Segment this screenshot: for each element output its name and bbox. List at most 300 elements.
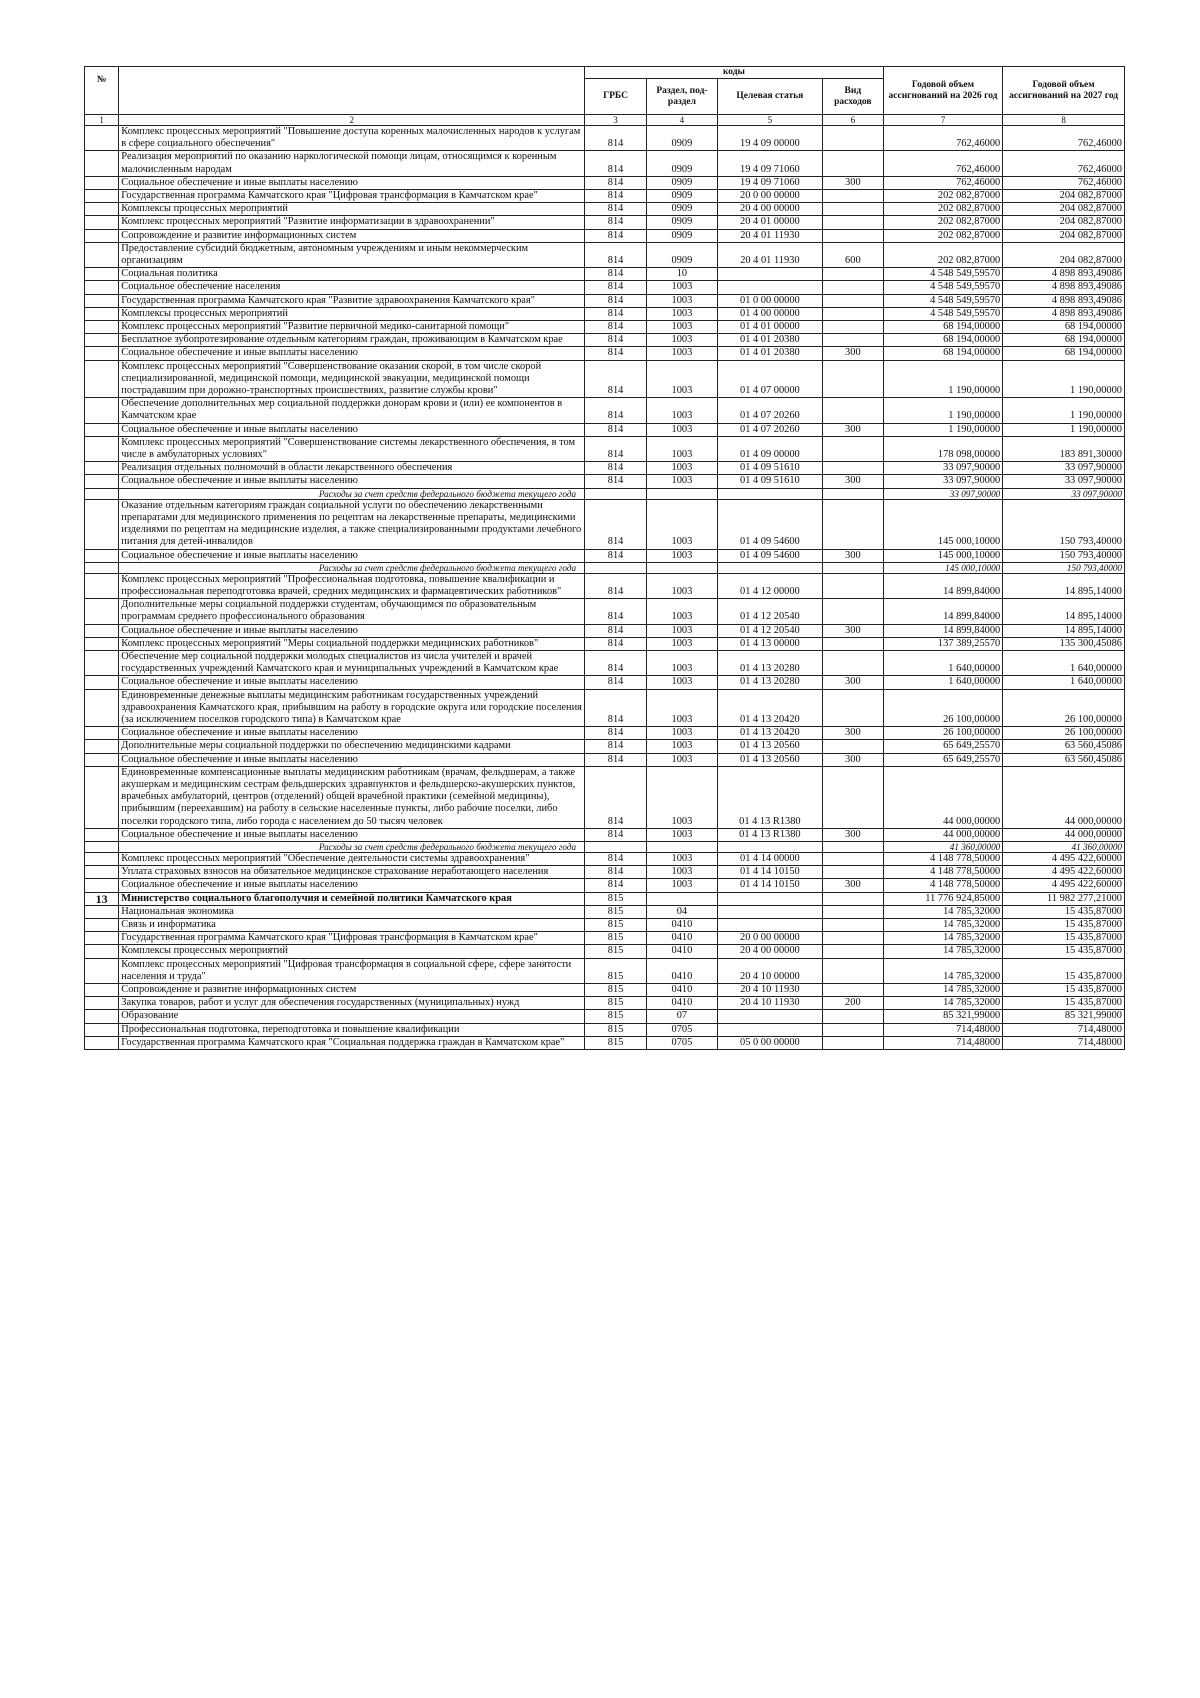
row-exptype	[822, 216, 883, 229]
table-row	[85, 321, 1125, 334]
row-amount-2027: 762,46000	[1003, 126, 1125, 151]
header-exptype: Вид расходов	[822, 79, 883, 115]
table-row	[85, 984, 1125, 997]
row-amount-2027: 15 435,87000	[1003, 945, 1125, 958]
row-amount-2027: 204 082,87000	[1003, 190, 1125, 203]
row-name: Социальное обеспечение и иные выплаты населению	[119, 549, 585, 562]
table-row	[85, 1023, 1125, 1036]
row-grbs: 814	[585, 126, 647, 151]
header-colnum: 6	[822, 115, 883, 126]
row-grbs: 814	[585, 307, 647, 320]
row-name: Министерство социального благополучия и семейной политики Камчатского края	[119, 892, 585, 905]
table-row	[85, 360, 1125, 398]
row-name: Единовременные денежные выплаты медицинским работникам государственных учреждений здравоохранения Камчатского края, прибывшим на работу в городские округа или городские поселения (за исключением поселков городского типа) в Камчатском крае	[119, 689, 585, 727]
table-row	[85, 892, 1125, 905]
table-row	[85, 1036, 1125, 1049]
row-grbs: 814	[585, 436, 647, 461]
row-amount-2026: 762,46000	[883, 176, 1002, 189]
row-amount-2026: 33 097,90000	[883, 475, 1002, 488]
row-grbs: 814	[585, 852, 647, 865]
row-amount-2026: 33 097,90000	[883, 488, 1002, 499]
table-row	[85, 151, 1125, 176]
row-amount-2026: 145 000,10000	[883, 499, 1002, 549]
row-grbs: 814	[585, 268, 647, 281]
row-section: 1003	[647, 828, 718, 841]
row-index	[85, 573, 119, 598]
row-section: 1003	[647, 475, 718, 488]
row-index	[85, 462, 119, 475]
row-index	[85, 766, 119, 828]
row-name: Расходы за счет средств федерального бюджета текущего года	[119, 841, 585, 852]
row-amount-2026: 4 548 549,59570	[883, 268, 1002, 281]
row-amount-2026: 1 190,00000	[883, 360, 1002, 398]
row-amount-2027: 1 640,00000	[1003, 676, 1125, 689]
row-amount-2026: 145 000,10000	[883, 549, 1002, 562]
row-section: 1003	[647, 499, 718, 549]
row-index	[85, 879, 119, 892]
row-exptype	[822, 599, 883, 624]
row-amount-2027: 63 560,45086	[1003, 740, 1125, 753]
table-row	[85, 727, 1125, 740]
row-target	[717, 918, 822, 931]
row-amount-2026: 202 082,87000	[883, 190, 1002, 203]
row-section: 0705	[647, 1023, 718, 1036]
row-exptype	[822, 905, 883, 918]
row-grbs: 814	[585, 462, 647, 475]
row-exptype	[822, 462, 883, 475]
row-target: 01 4 01 00000	[717, 321, 822, 334]
row-target	[717, 268, 822, 281]
row-exptype	[822, 689, 883, 727]
row-exptype	[822, 866, 883, 879]
table-row	[85, 176, 1125, 189]
row-amount-2027: 1 190,00000	[1003, 423, 1125, 436]
row-index	[85, 905, 119, 918]
row-name: Социальное обеспечение и иные выплаты населению	[119, 879, 585, 892]
row-exptype	[822, 499, 883, 549]
row-name: Социальное обеспечение и иные выплаты населению	[119, 176, 585, 189]
row-exptype: 200	[822, 997, 883, 1010]
row-name: Единовременные компенсационные выплаты медицинским работникам (врачам, фельдшерам, а также акушеркам и медицинским сестрам фельдшерских здравпунктов и фельдшерско-акушерских пунктов, врачебных амбулаторий, центров (отделений) общей врачебной практики (семейной медицины), прибывшим (переехавшим) на работу в сельские населенные пункты, либо рабочие поселки, либо поселки городского типа, либо города с населением до 50 тысяч человек	[119, 766, 585, 828]
row-section: 0410	[647, 945, 718, 958]
row-name: Комплекс процессных мероприятий "Повышение доступа коренных малочисленных народов к услугам в сфере социального обеспечения"	[119, 126, 585, 151]
row-name: Комплексы процессных мероприятий	[119, 307, 585, 320]
row-amount-2026: 14 785,32000	[883, 918, 1002, 931]
row-amount-2027: 26 100,00000	[1003, 727, 1125, 740]
row-exptype	[822, 190, 883, 203]
table-row	[85, 398, 1125, 423]
row-index	[85, 650, 119, 675]
row-target: 01 4 13 20280	[717, 650, 822, 675]
row-amount-2027: 14 895,14000	[1003, 624, 1125, 637]
table-row	[85, 229, 1125, 242]
row-name: Социальное обеспечение и иные выплаты населению	[119, 475, 585, 488]
row-amount-2027: 135 300,45086	[1003, 637, 1125, 650]
row-grbs: 814	[585, 650, 647, 675]
row-section: 1003	[647, 624, 718, 637]
row-amount-2026: 33 097,90000	[883, 462, 1002, 475]
row-name: Комплекс процессных мероприятий "Меры социальной поддержки медицинских работников"	[119, 637, 585, 650]
row-target: 01 4 14 10150	[717, 879, 822, 892]
row-target: 01 4 12 00000	[717, 573, 822, 598]
table-row	[85, 958, 1125, 983]
row-index	[85, 689, 119, 727]
row-amount-2026: 14 899,84000	[883, 624, 1002, 637]
row-name: Расходы за счет средств федерального бюджета текущего года	[119, 562, 585, 573]
row-target	[717, 281, 822, 294]
row-amount-2027: 204 082,87000	[1003, 203, 1125, 216]
row-name: Национальная экономика	[119, 905, 585, 918]
row-target: 20 4 01 11930	[717, 229, 822, 242]
table-row	[85, 828, 1125, 841]
row-amount-2027: 14 895,14000	[1003, 599, 1125, 624]
row-name: Реализация мероприятий по оказанию наркологической помощи лицам, относящимся к коренным малочисленным народам	[119, 151, 585, 176]
row-grbs: 814	[585, 573, 647, 598]
row-amount-2026: 26 100,00000	[883, 727, 1002, 740]
row-exptype	[822, 892, 883, 905]
row-name: Комплекс процессных мероприятий "Совершенствование системы лекарственного обеспечения, в том числе в амбулаторных условиях"	[119, 436, 585, 461]
row-name: Предоставление субсидий бюджетным, автономным учреждениям и иным некоммерческим организациям	[119, 242, 585, 267]
row-index	[85, 1036, 119, 1049]
row-amount-2026: 14 785,32000	[883, 932, 1002, 945]
row-amount-2026: 145 000,10000	[883, 562, 1002, 573]
row-name: Государственная программа Камчатского края "Цифровая трансформация в Камчатском крае"	[119, 932, 585, 945]
row-name: Комплекс процессных мероприятий "Совершенствование оказания скорой, в том числе скорой специализированной, медицинской помощи, медицинской эвакуации, медицинской помощи пострадавшим при дорожно-транспортных происшествиях, развитие службы крови"	[119, 360, 585, 398]
row-exptype	[822, 852, 883, 865]
row-section: 1003	[647, 573, 718, 598]
table-body	[85, 126, 1125, 1050]
row-section: 07	[647, 1010, 718, 1023]
row-section: 1003	[647, 727, 718, 740]
row-target: 01 4 13 20420	[717, 689, 822, 727]
row-exptype: 300	[822, 624, 883, 637]
table-row	[85, 268, 1125, 281]
row-index	[85, 499, 119, 549]
row-amount-2026: 68 194,00000	[883, 347, 1002, 360]
row-name: Уплата страховых взносов на обязательное медицинское страхование неработающего населения	[119, 866, 585, 879]
row-section: 1003	[647, 766, 718, 828]
row-grbs: 815	[585, 945, 647, 958]
header-colnum: 2	[119, 115, 585, 126]
row-name: Государственная программа Камчатского края "Цифровая трансформация в Камчатском крае"	[119, 190, 585, 203]
row-exptype	[822, 268, 883, 281]
header-grbs: ГРБС	[585, 79, 647, 115]
row-grbs: 815	[585, 905, 647, 918]
row-index	[85, 398, 119, 423]
row-grbs: 814	[585, 766, 647, 828]
row-grbs: 815	[585, 1036, 647, 1049]
row-amount-2026: 4 148 778,50000	[883, 866, 1002, 879]
row-index	[85, 203, 119, 216]
row-index	[85, 307, 119, 320]
row-section: 1003	[647, 740, 718, 753]
row-target: 01 4 12 20540	[717, 624, 822, 637]
row-index	[85, 475, 119, 488]
row-target: 01 4 09 54600	[717, 549, 822, 562]
row-section: 1003	[647, 549, 718, 562]
row-target	[717, 905, 822, 918]
row-index	[85, 436, 119, 461]
row-exptype	[822, 958, 883, 983]
row-exptype	[822, 650, 883, 675]
row-amount-2027: 204 082,87000	[1003, 242, 1125, 267]
row-grbs: 814	[585, 321, 647, 334]
row-section	[647, 562, 718, 573]
row-section: 0909	[647, 176, 718, 189]
row-exptype: 600	[822, 242, 883, 267]
row-section: 10	[647, 268, 718, 281]
row-target: 01 4 07 20260	[717, 398, 822, 423]
header-colnum: 5	[717, 115, 822, 126]
row-name: Социальная политика	[119, 268, 585, 281]
row-amount-2027: 150 793,40000	[1003, 499, 1125, 549]
row-amount-2027: 68 194,00000	[1003, 347, 1125, 360]
row-name: Обеспечение дополнительных мер социальной поддержки донорам крови и (или) ее компонентов в Камчатском крае	[119, 398, 585, 423]
row-section: 1003	[647, 423, 718, 436]
row-target: 01 4 13 20560	[717, 740, 822, 753]
row-section: 1003	[647, 307, 718, 320]
row-grbs: 815	[585, 892, 647, 905]
row-target	[717, 562, 822, 573]
table-row	[85, 905, 1125, 918]
row-section: 0909	[647, 242, 718, 267]
row-section: 0410	[647, 997, 718, 1010]
row-grbs: 814	[585, 475, 647, 488]
row-section: 0909	[647, 229, 718, 242]
row-amount-2027: 714,48000	[1003, 1036, 1125, 1049]
row-section: 1003	[647, 689, 718, 727]
table-row	[85, 334, 1125, 347]
row-target: 05 0 00 00000	[717, 1036, 822, 1049]
row-amount-2026: 1 640,00000	[883, 676, 1002, 689]
row-amount-2026: 26 100,00000	[883, 689, 1002, 727]
row-name: Комплексы процессных мероприятий	[119, 945, 585, 958]
row-index	[85, 229, 119, 242]
table-row	[85, 307, 1125, 320]
row-grbs: 815	[585, 1023, 647, 1036]
row-target	[717, 1010, 822, 1023]
table-row	[85, 203, 1125, 216]
row-amount-2026: 178 098,00000	[883, 436, 1002, 461]
row-index	[85, 958, 119, 983]
row-section: 0909	[647, 126, 718, 151]
row-name: Оказание отдельным категориям граждан социальной услуги по обеспечению лекарственными препаратами для медицинского применения по рецептам на лекарственные препараты, медицинскими изделиями по рецептам на медицинские изделия, а также специализированными продуктами лечебного питания для детей-инвалидов	[119, 499, 585, 549]
header-target: Целевая статья	[717, 79, 822, 115]
row-index	[85, 753, 119, 766]
row-amount-2027: 4 495 422,60000	[1003, 852, 1125, 865]
row-index	[85, 637, 119, 650]
row-exptype	[822, 945, 883, 958]
table-row	[85, 689, 1125, 727]
row-target: 01 4 13 00000	[717, 637, 822, 650]
row-exptype	[822, 281, 883, 294]
row-grbs	[585, 841, 647, 852]
row-target: 20 0 00 00000	[717, 932, 822, 945]
row-amount-2026: 14 785,32000	[883, 958, 1002, 983]
row-target: 01 4 09 51610	[717, 462, 822, 475]
row-exptype: 300	[822, 549, 883, 562]
row-grbs: 814	[585, 689, 647, 727]
row-target: 01 4 13 20280	[717, 676, 822, 689]
row-amount-2027: 4 495 422,60000	[1003, 866, 1125, 879]
row-grbs: 814	[585, 549, 647, 562]
table-row	[85, 918, 1125, 931]
row-index	[85, 321, 119, 334]
row-exptype: 300	[822, 727, 883, 740]
row-section: 0705	[647, 1036, 718, 1049]
row-grbs: 815	[585, 958, 647, 983]
table-row	[85, 866, 1125, 879]
row-name: Бесплатное зубопротезирование отдельным категориям граждан, проживающим в Камчатском крае	[119, 334, 585, 347]
row-target	[717, 892, 822, 905]
row-index	[85, 624, 119, 637]
table-row	[85, 740, 1125, 753]
row-exptype	[822, 360, 883, 398]
row-section: 1003	[647, 281, 718, 294]
row-target: 01 4 13 20420	[717, 727, 822, 740]
row-amount-2027: 714,48000	[1003, 1023, 1125, 1036]
row-name: Сопровождение и развитие информационных систем	[119, 229, 585, 242]
row-target: 20 4 00 00000	[717, 203, 822, 216]
row-grbs: 814	[585, 176, 647, 189]
table-row	[85, 766, 1125, 828]
row-section: 1003	[647, 294, 718, 307]
row-index	[85, 866, 119, 879]
row-name: Комплекс процессных мероприятий "Цифровая трансформация в социальной сфере, сфере занятости населения и труда"	[119, 958, 585, 983]
row-name: Социальное обеспечение и иные выплаты населению	[119, 423, 585, 436]
row-grbs: 815	[585, 997, 647, 1010]
federal-funds-row	[85, 562, 1125, 573]
row-section: 1003	[647, 650, 718, 675]
row-name: Социальное обеспечение населения	[119, 281, 585, 294]
row-index	[85, 828, 119, 841]
row-amount-2026: 85 321,99000	[883, 1010, 1002, 1023]
header-2027: Годовой объем ассигнований на 2027 год	[1003, 67, 1125, 115]
row-amount-2027: 15 435,87000	[1003, 918, 1125, 931]
row-amount-2027: 15 435,87000	[1003, 932, 1125, 945]
row-target: 20 4 01 11930	[717, 242, 822, 267]
row-amount-2027: 15 435,87000	[1003, 997, 1125, 1010]
row-amount-2027: 762,46000	[1003, 176, 1125, 189]
row-exptype	[822, 1010, 883, 1023]
table-row	[85, 281, 1125, 294]
row-amount-2026: 65 649,25570	[883, 740, 1002, 753]
row-grbs: 814	[585, 294, 647, 307]
row-exptype: 300	[822, 475, 883, 488]
row-exptype	[822, 637, 883, 650]
row-index	[85, 334, 119, 347]
row-target: 01 4 00 00000	[717, 307, 822, 320]
row-amount-2027: 26 100,00000	[1003, 689, 1125, 727]
row-name: Обеспечение мер социальной поддержки молодых специалистов из числа учителей и врачей государственных учреждений Камчатского края и муниципальных учреждений в Камчатском крае	[119, 650, 585, 675]
row-name: Комплекс процессных мероприятий "Профессиональная подготовка, повышение квалификации и профессиональная переподготовка врачей, средних медицинских и фармацевтических работников"	[119, 573, 585, 598]
row-grbs: 814	[585, 740, 647, 753]
row-exptype	[822, 203, 883, 216]
row-target: 01 4 07 00000	[717, 360, 822, 398]
row-index	[85, 852, 119, 865]
row-amount-2026: 1 640,00000	[883, 650, 1002, 675]
row-amount-2027: 183 891,30000	[1003, 436, 1125, 461]
row-amount-2026: 202 082,87000	[883, 242, 1002, 267]
row-section: 1003	[647, 637, 718, 650]
row-section: 1003	[647, 347, 718, 360]
row-amount-2027: 4 898 893,49086	[1003, 294, 1125, 307]
row-amount-2027: 44 000,00000	[1003, 828, 1125, 841]
table-row	[85, 932, 1125, 945]
row-amount-2027: 33 097,90000	[1003, 488, 1125, 499]
row-name: Социальное обеспечение и иные выплаты населению	[119, 676, 585, 689]
row-index	[85, 997, 119, 1010]
row-grbs: 814	[585, 216, 647, 229]
row-target: 01 0 00 00000	[717, 294, 822, 307]
table-row	[85, 945, 1125, 958]
row-index	[85, 841, 119, 852]
row-grbs: 814	[585, 879, 647, 892]
row-index	[85, 740, 119, 753]
row-target: 20 4 10 11930	[717, 997, 822, 1010]
federal-funds-row	[85, 488, 1125, 499]
row-name: Социальное обеспечение и иные выплаты населению	[119, 624, 585, 637]
table-row	[85, 549, 1125, 562]
row-grbs: 815	[585, 932, 647, 945]
row-amount-2027: 11 982 277,21000	[1003, 892, 1125, 905]
row-exptype	[822, 841, 883, 852]
row-amount-2026: 14 785,32000	[883, 945, 1002, 958]
row-grbs: 814	[585, 828, 647, 841]
row-name: Государственная программа Камчатского края "Социальная поддержка граждан в Камчатском крае"	[119, 1036, 585, 1049]
row-target: 01 4 09 54600	[717, 499, 822, 549]
row-amount-2027: 14 895,14000	[1003, 573, 1125, 598]
table-header	[85, 67, 1125, 126]
row-section: 04	[647, 905, 718, 918]
row-grbs	[585, 562, 647, 573]
row-amount-2026: 714,48000	[883, 1023, 1002, 1036]
row-index	[85, 984, 119, 997]
row-exptype: 300	[822, 828, 883, 841]
row-section: 1003	[647, 852, 718, 865]
row-amount-2026: 4 548 549,59570	[883, 281, 1002, 294]
row-exptype	[822, 918, 883, 931]
table-row	[85, 242, 1125, 267]
row-name: Образование	[119, 1010, 585, 1023]
row-name: Сопровождение и развитие информационных систем	[119, 984, 585, 997]
row-target: 20 4 01 00000	[717, 216, 822, 229]
header-colnum: 8	[1003, 115, 1125, 126]
row-exptype	[822, 766, 883, 828]
table-row	[85, 573, 1125, 598]
row-amount-2027: 1 190,00000	[1003, 360, 1125, 398]
row-target: 01 4 14 10150	[717, 866, 822, 879]
row-name: Комплекс процессных мероприятий "Развитие первичной медико-санитарной помощи"	[119, 321, 585, 334]
table-row	[85, 294, 1125, 307]
row-target: 01 4 07 20260	[717, 423, 822, 436]
row-amount-2026: 202 082,87000	[883, 229, 1002, 242]
row-section: 1003	[647, 334, 718, 347]
row-amount-2026: 14 785,32000	[883, 905, 1002, 918]
row-amount-2027: 4 495 422,60000	[1003, 879, 1125, 892]
row-grbs: 814	[585, 229, 647, 242]
row-amount-2026: 44 000,00000	[883, 828, 1002, 841]
row-section: 1003	[647, 599, 718, 624]
row-amount-2026: 4 548 549,59570	[883, 294, 1002, 307]
row-index	[85, 599, 119, 624]
table-row	[85, 190, 1125, 203]
row-amount-2027: 68 194,00000	[1003, 321, 1125, 334]
row-amount-2027: 150 793,40000	[1003, 549, 1125, 562]
row-target: 19 4 09 00000	[717, 126, 822, 151]
row-target: 19 4 09 71060	[717, 176, 822, 189]
row-name: Расходы за счет средств федерального бюджета текущего года	[119, 488, 585, 499]
